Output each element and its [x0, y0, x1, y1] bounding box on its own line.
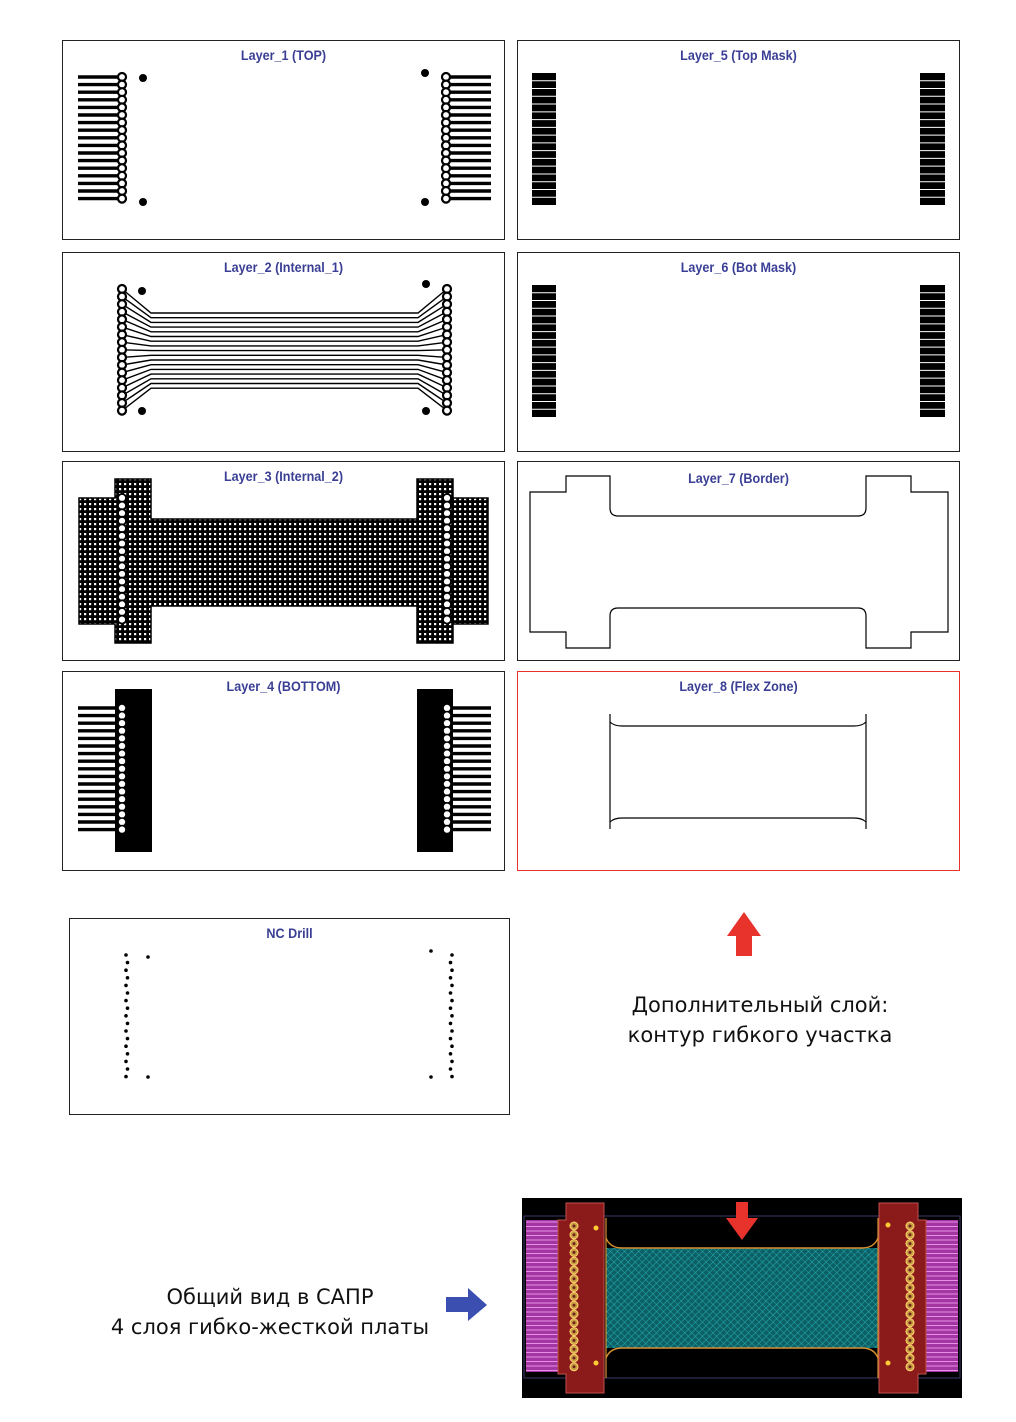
layer5-panel: [517, 40, 960, 240]
layer3-panel: [62, 461, 505, 661]
layer8-panel: [517, 671, 960, 871]
red-up-arrow-icon: [726, 912, 762, 958]
cad-view-line2: 4 слоя гибко-жесткой платы: [110, 1315, 430, 1339]
layer7-title: Layer_7 (Border): [688, 470, 789, 486]
layer1-panel: [62, 40, 505, 240]
layer4-panel: [62, 671, 505, 871]
drill-artwork: [70, 919, 511, 1116]
layer7-artwork: [518, 462, 961, 662]
layer3-title: Layer_3 (Internal_2): [223, 468, 344, 484]
layer6-artwork: [518, 253, 961, 453]
cad-view-line1: Общий вид в САПР: [166, 1285, 374, 1309]
cad-view-caption: [100, 1282, 440, 1342]
drill-title: NC Drill: [266, 925, 313, 941]
layer5-artwork: [518, 41, 961, 241]
layer4-title: Layer_4 (BOTTOM): [226, 678, 341, 694]
layer2-title: Layer_2 (Internal_1): [223, 259, 344, 275]
layer1-artwork: [63, 41, 506, 241]
layer1-title: Layer_1 (TOP): [240, 47, 327, 63]
layer4-artwork: [63, 672, 506, 872]
drill-panel: [69, 918, 510, 1115]
layer7-panel: [517, 461, 960, 661]
blue-right-arrow-icon: [446, 1288, 488, 1322]
layer3-artwork: [63, 462, 506, 662]
layer6-title: Layer_6 (Bot Mask): [680, 259, 797, 275]
layer2-panel: [62, 252, 505, 452]
layer2-artwork: [63, 253, 506, 453]
layer5-title: Layer_5 (Top Mask): [680, 47, 797, 63]
extra-layer-line1: Дополнительный слой:: [631, 993, 889, 1017]
layer8-title: Layer_8 (Flex Zone): [679, 678, 798, 694]
layer6-panel: [517, 252, 960, 452]
extra-layer-caption: [600, 990, 920, 1050]
extra-layer-line2: контур гибкого участка: [627, 1023, 893, 1047]
layer8-artwork: [518, 672, 961, 872]
cad-view-image: [522, 1198, 962, 1398]
